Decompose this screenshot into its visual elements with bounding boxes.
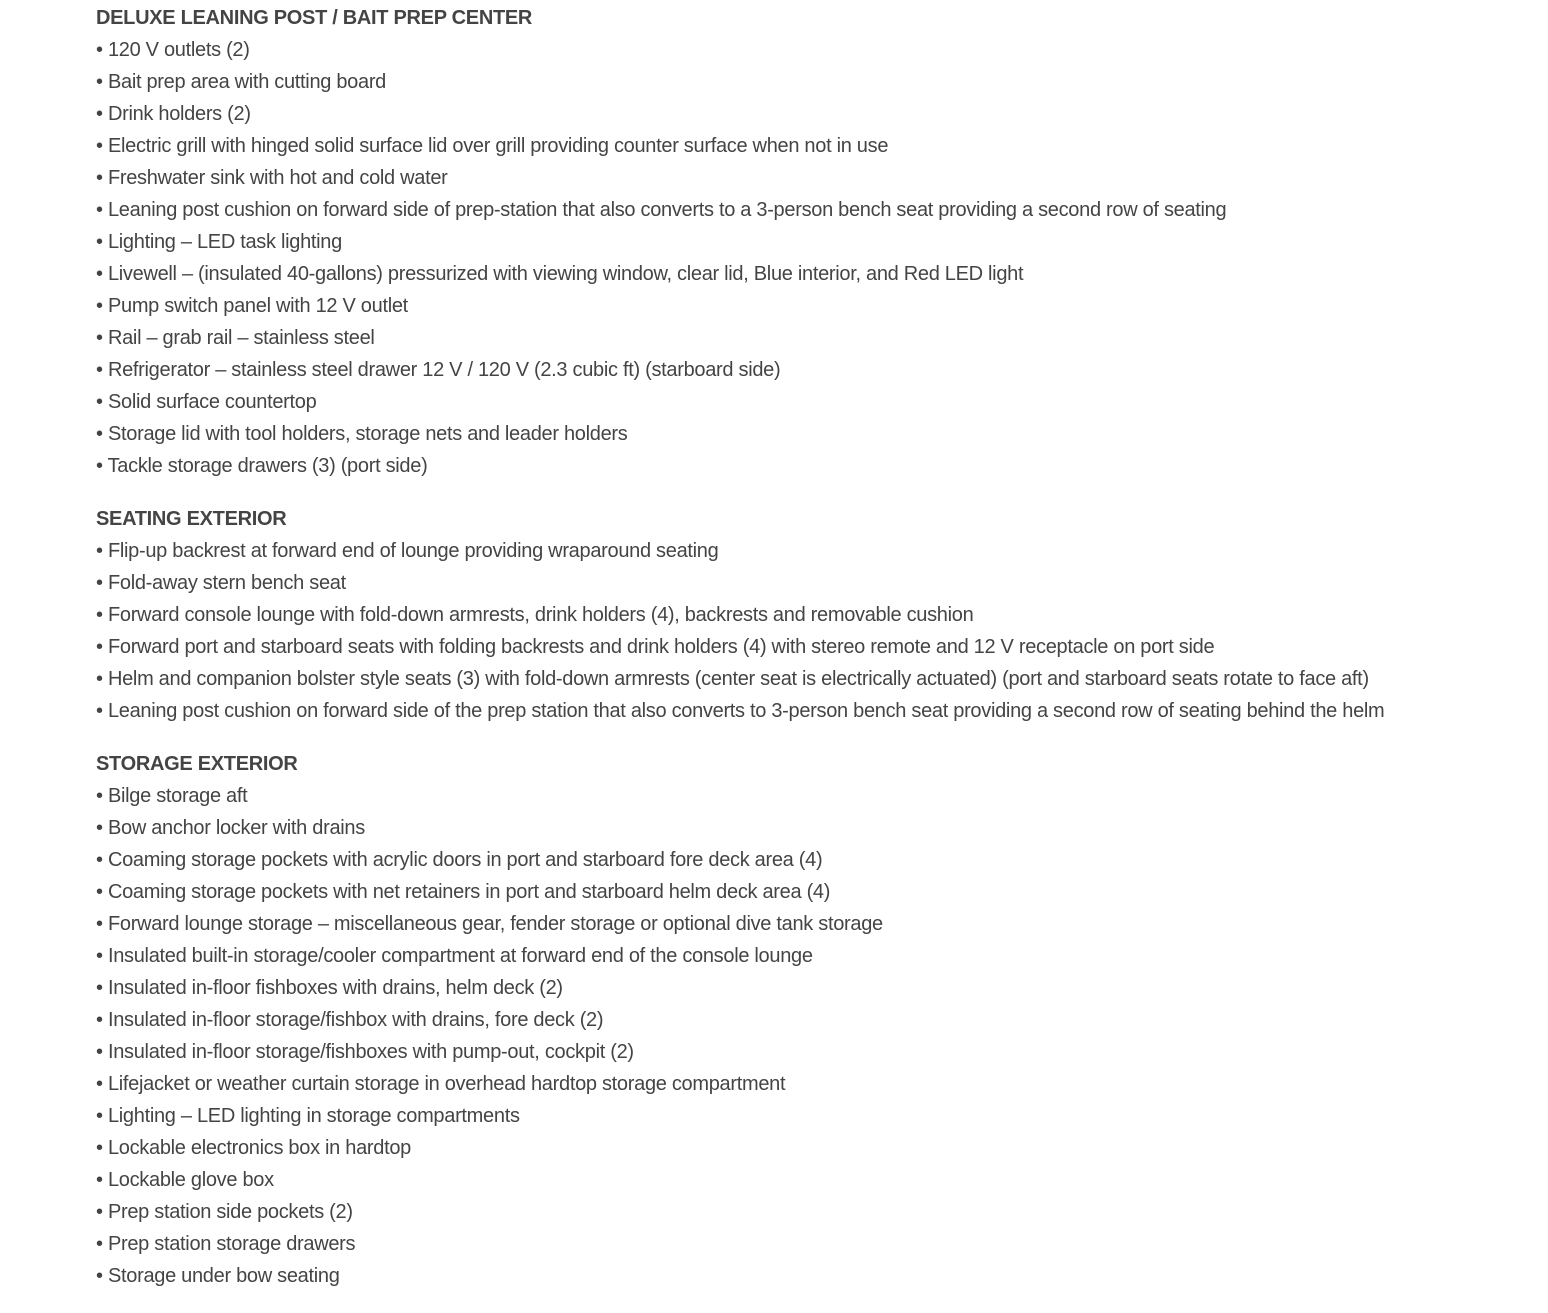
list-item: • Storage lid with tool holders, storage nets and leader holders <box>96 423 628 445</box>
list-item: • Leaning post cushion on forward side of prep-station that also converts to a 3-person bench seat providing a second row of seating <box>96 199 1227 221</box>
list-item: • Lifejacket or weather curtain storage in overhead hardtop storage compartment <box>96 1073 786 1095</box>
list-item: • 120 V outlets (2) <box>96 39 250 61</box>
list-item: • Bilge storage aft <box>96 785 248 807</box>
list-item: • Lighting – LED lighting in storage compartments <box>96 1105 520 1127</box>
list-item: • Insulated in-floor fishboxes with drains, helm deck (2) <box>96 977 563 999</box>
list-item: • Prep station storage drawers <box>96 1233 356 1255</box>
spec-list-content <box>96 2 1516 1313</box>
section-storage-exterior <box>96 748 1516 1292</box>
list-item: • Electric grill with hinged solid surface lid over grill providing counter surface when not in use <box>96 135 889 157</box>
list-item: • Forward port and starboard seats with folding backrests and drink holders (4) with stereo remote and 12 V receptacle on port side <box>96 636 1215 658</box>
list-item: • Drink holders (2) <box>96 103 251 125</box>
list-item: • Bait prep area with cutting board <box>96 71 387 93</box>
list-item: • Freshwater sink with hot and cold water <box>96 167 448 189</box>
list-item: • Rail – grab rail – stainless steel <box>96 327 375 349</box>
list-item: • Coaming storage pockets with acrylic doors in port and starboard fore deck area (4) <box>96 849 823 871</box>
section-seating-exterior <box>96 503 1516 727</box>
list-item: • Prep station side pockets (2) <box>96 1201 353 1223</box>
list-item: • Forward lounge storage – miscellaneous gear, fender storage or optional dive tank storage <box>96 913 883 935</box>
section-title: DELUXE LEANING POST / BAIT PREP CENTER <box>96 7 533 29</box>
section-title: SEATING EXTERIOR <box>96 508 287 530</box>
section-title: STORAGE EXTERIOR <box>96 753 298 775</box>
list-item: • Helm and companion bolster style seats (3) with fold-down armrests (center seat is electrically actuated) (port and starboard seats rotate to face aft) <box>96 668 1369 690</box>
list-item: • Insulated in-floor storage/fishbox with drains, fore deck (2) <box>96 1009 604 1031</box>
list-item: • Lockable electronics box in hardtop <box>96 1137 411 1159</box>
list-item: • Bow anchor locker with drains <box>96 817 365 839</box>
list-item: • Leaning post cushion on forward side of the prep station that also converts to 3-person bench seat providing a second row of seating behind the helm <box>96 700 1385 722</box>
list-item: • Refrigerator – stainless steel drawer 12 V / 120 V (2.3 cubic ft) (starboard side) <box>96 359 781 381</box>
list-item: • Lockable glove box <box>96 1169 274 1191</box>
list-item: • Livewell – (insulated 40-gallons) pressurized with viewing window, clear lid, Blue interior, and Red LED light <box>96 263 1024 285</box>
list-item: • Forward console lounge with fold-down armrests, drink holders (4), backrests and removable cushion <box>96 604 974 626</box>
section-leaning-post <box>96 2 1516 482</box>
list-item: • Flip-up backrest at forward end of lounge providing wraparound seating <box>96 540 719 562</box>
list-item: • Coaming storage pockets with net retainers in port and starboard helm deck area (4) <box>96 881 831 903</box>
list-item: • Storage under bow seating <box>96 1265 340 1287</box>
list-item: • Pump switch panel with 12 V outlet <box>96 295 408 317</box>
list-item: • Insulated in-floor storage/fishboxes with pump-out, cockpit (2) <box>96 1041 634 1063</box>
list-item: • Lighting – LED task lighting <box>96 231 342 253</box>
list-item: • Tackle storage drawers (3) (port side) <box>96 455 428 477</box>
list-item: • Insulated built-in storage/cooler compartment at forward end of the console lounge <box>96 945 813 967</box>
list-item: • Solid surface countertop <box>96 391 317 413</box>
list-item: • Fold-away stern bench seat <box>96 572 346 594</box>
